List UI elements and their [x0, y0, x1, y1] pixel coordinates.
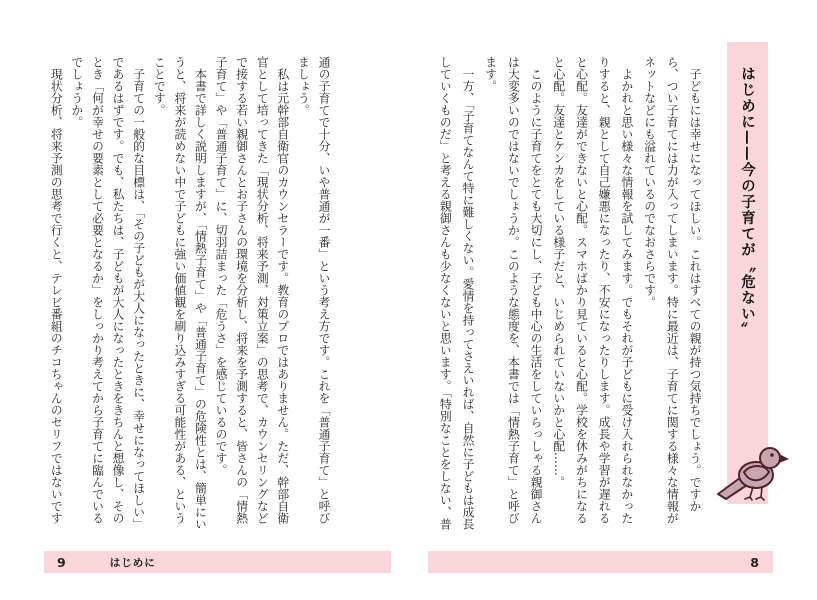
page-number-left: 9	[57, 554, 66, 570]
chapter-title-banner	[727, 42, 768, 504]
page-number-right: 8	[750, 554, 759, 570]
paragraph: 一方、「子育てなんて特に難しくない。愛情を持ってさえいれば、自然に子どもは成長していくものだ」と考える親御さんも少なくないと思います。「特別なことをしない、普	[438, 56, 475, 531]
paragraph: 子どもには幸せになってほしい。これはすべての親が持つ気持ちでしょう。ですから、つい子育てには力が入ってしまいます。特に最近は、子育てに関する様々な情報がネットなどにも溢れているのでなおさらです。	[642, 56, 702, 524]
running-head-chapter-label: はじめに	[109, 556, 156, 569]
paragraph: 通の子育てで十分、いや普通が一番」という考え方です。これを「普通子育て」と呼びましょう。	[296, 56, 331, 524]
paragraph: よかれと思い様々な情報を試してみます。でもそれが子どもに受け入れられなかったりすると、親として自己嫌悪になったり、不安になったりします。成長や学習が遅れると心配。友達ができないと心配。スマホばかり見ていると心配。学校を休みがちになると心配。友達とケンカをしている様子だと、いじめられていないかと心配……。	[551, 56, 634, 524]
bird-beak	[779, 454, 789, 463]
right-page-text	[430, 56, 706, 534]
right-page-footer	[428, 551, 773, 573]
paragraph: 子育ての一般的な目標は、「その子どもが大人になったときに、幸せになってほしい」であるはずです。でも、私たちは、子どもが大人になったときをきちんと想像し、そのとき「何が幸せの要素として必要となるか」をしっかり考えてから子育てに臨んでいるでしょうか。	[69, 56, 146, 530]
chapter-title: はじめに——今の子育てが〝危ない〟	[739, 66, 755, 338]
left-page-footer	[44, 551, 391, 573]
bird-leg-left	[745, 487, 753, 500]
paragraph: このように子育てをとても大切にし、子ども中心の生活をしていらっしゃる親御さんは大変多いのではないでしょうか。このような態度を、本書では「情熱子育て」と呼びます。	[483, 56, 544, 524]
bird-eye	[770, 453, 774, 457]
paragraph: 私は元幹部自衛官のカウンセラーです。教育のプロではありません。ただ、幹部自衛官として培ってきた「現状分析、将来予測、対策立案」の思考で、カウンセリングなどで接する若い親御さんとお子さんの環境を分析し、将来を予測すると、皆さんの「情熱子育て」や「普通子育て」に、切羽詰まった「危うさ」を感じているのです。	[214, 56, 290, 524]
left-page-text	[42, 56, 334, 534]
bird-head	[760, 448, 780, 468]
paragraph: 現状分析、将来予測の思考で行くと、テレビ番組のチコちゃんのセリフではないです	[49, 67, 64, 524]
sparrow-illustration	[714, 442, 790, 504]
paragraph: 本書で詳しく説明しますが、「情熱子育て」や「普通子育て」の危険性とは、簡単にいうと、将来が読めない中で子どもに強い価値観を刷り込みすぎる可能性がある、ということです。	[152, 56, 208, 530]
